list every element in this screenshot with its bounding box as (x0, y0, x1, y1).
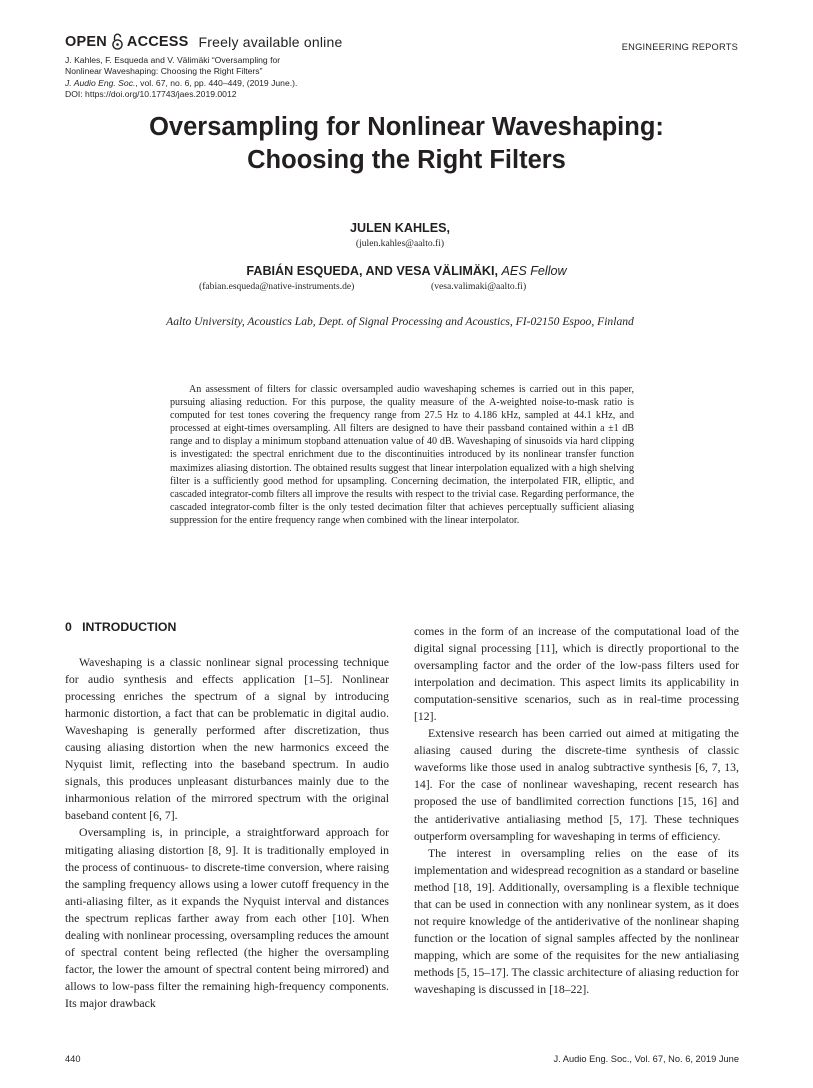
affiliation: Aalto University, Acoustics Lab, Dept. of Signal Processing and Acoustics, FI-02150 Espoo, Finland (166, 315, 634, 328)
section-title: INTRODUCTION (82, 620, 177, 634)
section-label: ENGINEERING REPORTS (621, 42, 738, 52)
author-email[interactable]: (julen.kahles@aalto.fi) (355, 238, 445, 249)
citation-journal: J. Audio Eng. Soc. (65, 77, 136, 88)
author-names (0, 264, 813, 278)
paragraph: Oversampling is, in principle, a straightforward approach for mitigating aliasing distortion [8, 9]. It is traditionally employed in the process of continuous- to discrete-time conversion, where raising the sampling frequency allows using a lower cutoff frequency in the anti-aliasing filter, as it expands the Nyquist interval and distances the spectrum replicas farther away from each other [10]. When dealing with nonlinear processing, oversampling reduces the amount of spectral content being reflected (the higher the oversampling factor, the lower the amount of spectral content being mirrored) and allows to low-pass filter the remaining high-frequency components. Its major drawback (65, 826, 390, 1010)
access-label: ACCESS (126, 33, 189, 50)
citation-line: Nonlinear Waveshaping: Choosing the Right Filters” (65, 66, 263, 77)
author-email[interactable]: (vesa.valimaki@aalto.fi) (431, 281, 527, 292)
title-line: Oversampling for Nonlinear Waveshaping: (149, 113, 664, 141)
author-name: JULEN KAHLES, (349, 221, 451, 235)
paragraph: Extensive research has been carried out aimed at mitigating the aliasing caused during the discrete-time synthesis of classic waveforms like those used in analog subtractive synthesis [6, 7, 13, 14]. For the case of nonlinear waveshaping, recent research has proposed the use of bandlimited correction functions [15, 16] and the antiderivative antialiasing method [5, 17]. These techniques outperform oversampling for waveshaping in terms of efficiency. (414, 727, 739, 843)
citation-doi[interactable]: DOI: https://doi.org/10.17743/jaes.2019.0012 (65, 88, 237, 99)
section-number: 0 (65, 620, 72, 634)
citation-volume: , vol. 67, no. 6, pp. 440–449, (2019 June.). (135, 77, 298, 88)
author-name: FABIÁN ESQUEDA, AND VESA VÄLIMÄKI, (246, 264, 499, 278)
right-column (414, 623, 739, 998)
author-email[interactable]: (fabian.esqueda@native-instruments.de) (199, 281, 355, 292)
section-heading (65, 620, 176, 634)
paragraph: comes in the form of an increase of the computational load of the digital signal processing [11], which is directly proportional to the oversampling factor and the order of the low-pass filters used for interpolation and decimation. This aspect limits its applicability in computation-sensitive scenarios, such as in real-time processing [12]. (414, 625, 739, 724)
open-lock-icon (111, 33, 124, 50)
journal-footer: J. Audio Eng. Soc., Vol. 67, No. 6, 2019 June (553, 1054, 739, 1064)
author-fellow: AES Fellow (501, 264, 567, 278)
abstract: An assessment of filters for classic oversampled audio waveshaping schemes is carried out in this paper, pursuing aliasing reduction. For this purpose, the quality measure of the A-weighted noise-to-mask ratio is computed for test tones covering the frequency range from 27.5 Hz to 4.186 kHz, sampled at 44.1 kHz, and processed at eight-times oversampling. All filters are designed to have their passband contained within a ±1 dB range and to display a minimum stopband attenuation value of 40 dB. Waveshaping of sinusoids via hard clipping is investigated: the spectral enrichment due to the discontinuities introduced by its nonlinear transfer function maximizes aliasing distortion. The obtained results suggest that linear interpolation equalized with a high shelving filter is a sufficiently good method for upsampling. Concerning decimation, the interpolated FIR, elliptic, and cascaded integrator-comb filters all improve the results with respect to the trivial case. Regarding performance, the cascaded integrator-comb filter is the only tested decimation filter that achieves perceptually sufficient aliasing suppression for the entire frequency range when combined with the linear interpolator. (170, 384, 634, 526)
citation-line: J. Kahles, F. Esqueda and V. Välimäki “Oversampling for (65, 55, 281, 65)
paragraph: Waveshaping is a classic nonlinear signal processing technique for audio synthesis and effects application [1–5]. Nonlinear processing enriches the spectrum of a signal by introducing harmonic distortion, a fact that can be problematic in digital audio. Waveshaping is generally performed after discretization, thus causing aliasing distortion when the new harmonics exceed the Nyquist limit, reflecting into the baseband spectrum. In audio signals, this produces unpleasant disturbances mainly due to the inharmonious relation of the mirrored spectrum with the original baseband content [6, 7]. (65, 656, 389, 823)
paper-title (0, 111, 813, 177)
left-column (65, 654, 389, 1012)
title-line: Choosing the Right Filters (247, 146, 566, 174)
citation-block (65, 55, 297, 100)
open-label: OPEN (65, 33, 107, 50)
page-number: 440 (65, 1054, 81, 1064)
free-label: Freely available online (198, 33, 343, 50)
paragraph: The interest in oversampling relies on the ease of its implementation and widespread recognition as a standard or baseline method [18, 19]. Additionally, oversampling is a flexible technique that can be used in connection with any nonlinear system, as it does not require knowledge of the antiderivative of the nonlinear shaping function or the location of signal samples affected by the nonlinear mapping, which are some of the requisites for the new antialiasing methods [5, 15–17]. The classic architecture of aliasing reduction for waveshaping is discussed in [18–22]. (414, 846, 739, 996)
citation-line (65, 78, 297, 89)
open-access-badge (65, 33, 342, 50)
